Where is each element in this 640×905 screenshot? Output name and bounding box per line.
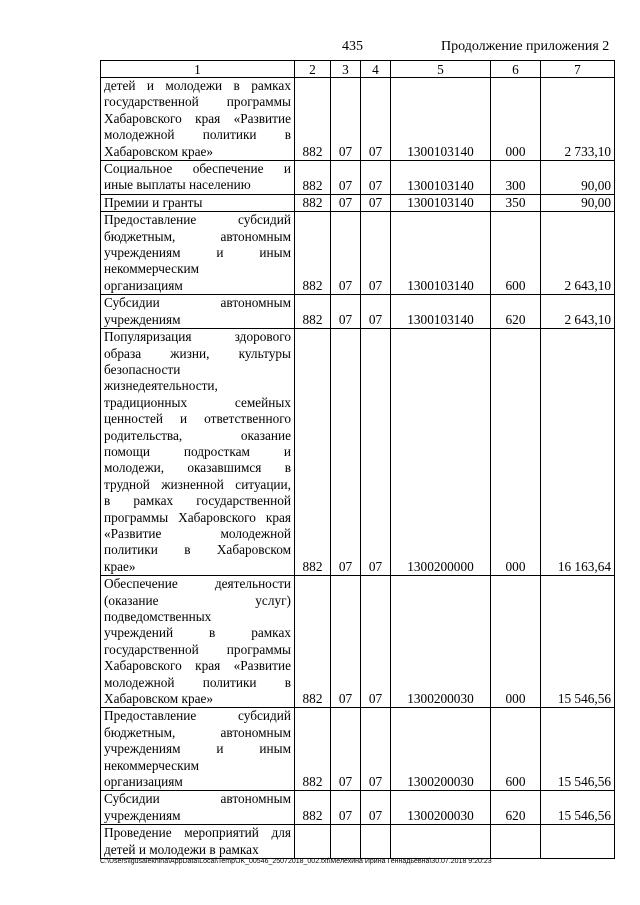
table-row xyxy=(101,161,615,195)
row-name-cell xyxy=(101,329,295,576)
name-line: Субсидии автономным xyxy=(104,791,291,807)
row-name-cell xyxy=(101,212,295,295)
section-cell: 07 xyxy=(331,295,361,329)
name-line: иные выплаты населению xyxy=(104,177,251,193)
section-cell: 07 xyxy=(331,329,361,576)
expense-type-cell: 620 xyxy=(491,791,541,825)
section-cell: 07 xyxy=(331,161,361,195)
table-row xyxy=(101,825,615,859)
target-article-cell: 1300103140 xyxy=(391,194,491,211)
grbs-cell: 882 xyxy=(295,576,331,708)
name-line: политики в Хабаровском xyxy=(104,542,291,558)
amount-cell: 15 546,56 xyxy=(541,708,615,791)
name-line: ценностей и ответственного xyxy=(104,411,291,427)
grbs-cell: 882 xyxy=(295,295,331,329)
subsection-cell: 07 xyxy=(361,78,391,161)
name-line: молодежной политики в xyxy=(104,127,291,143)
target-article-cell: 1300103140 xyxy=(391,212,491,295)
name-line: (оказание услуг) xyxy=(104,592,291,608)
name-line: Премии и гранты xyxy=(104,194,203,210)
amount-cell: 2 643,10 xyxy=(541,212,615,295)
page-number: 435 xyxy=(342,39,363,54)
subsection-cell: 07 xyxy=(361,161,391,195)
name-line: «Развитие молодежной xyxy=(104,525,291,541)
section-cell: 07 xyxy=(331,194,361,211)
expense-type-cell: 350 xyxy=(491,194,541,211)
name-line: некоммерческим xyxy=(104,261,200,277)
expense-type-cell: 600 xyxy=(491,212,541,295)
name-line: учреждениям xyxy=(104,807,181,823)
row-name-cell xyxy=(101,194,295,211)
subsection-cell: 07 xyxy=(361,708,391,791)
target-article-cell: 1300200030 xyxy=(391,708,491,791)
name-line: учреждениям xyxy=(104,311,181,327)
name-line: подведомственных xyxy=(104,609,212,624)
table-row xyxy=(101,329,615,576)
target-article-cell xyxy=(391,825,491,859)
name-line: Хабаровского края «Развитие xyxy=(104,110,291,126)
amount-cell: 15 546,56 xyxy=(541,576,615,708)
column-header: 7 xyxy=(541,61,615,78)
name-line: трудной жизненной ситуации, xyxy=(104,476,291,492)
name-line: Хабаровского края «Развитие xyxy=(104,658,291,674)
target-article-cell: 1300103140 xyxy=(391,295,491,329)
row-name-cell xyxy=(101,825,295,859)
amount-cell: 15 546,56 xyxy=(541,791,615,825)
column-header: 3 xyxy=(331,61,361,78)
section-cell: 07 xyxy=(331,78,361,161)
row-name-cell xyxy=(101,708,295,791)
name-line: организациям xyxy=(104,774,183,790)
subsection-cell: 07 xyxy=(361,194,391,211)
table-row xyxy=(101,791,615,825)
name-line: учреждениям и иным xyxy=(104,741,291,757)
name-line: Предоставление субсидий xyxy=(104,708,291,724)
name-line: программы Хабаровского края xyxy=(104,509,291,525)
name-line: детей и молодежи в рамках xyxy=(104,841,259,857)
name-line: детей и молодежи в рамках xyxy=(104,78,291,93)
column-header: 5 xyxy=(391,61,491,78)
amount-cell: 90,00 xyxy=(541,194,615,211)
grbs-cell xyxy=(295,825,331,859)
name-line: жизнедеятельности, xyxy=(104,378,218,394)
name-line: Хабаровском крае» xyxy=(104,143,214,159)
expense-type-cell: 620 xyxy=(491,295,541,329)
footer-path: C:\Users\igusalekhina\AppData\Local\Temp\JK_00546_25072018_002.txt\Мелехина Ирина Геннадьевна\30.07.2018 9:20:23 xyxy=(100,858,492,865)
name-line: государственной программы xyxy=(104,641,291,657)
name-line: учреждениям и иным xyxy=(104,245,291,261)
name-line: Хабаровском крае» xyxy=(104,691,214,707)
name-line: в рамках государственной xyxy=(104,493,291,509)
section-cell: 07 xyxy=(331,576,361,708)
subsection-cell: 07 xyxy=(361,576,391,708)
subsection-cell xyxy=(361,825,391,859)
subsection-cell: 07 xyxy=(361,212,391,295)
section-cell: 07 xyxy=(331,791,361,825)
name-line: организациям xyxy=(104,277,183,293)
subsection-cell: 07 xyxy=(361,295,391,329)
name-line: молодежной политики в xyxy=(104,674,291,690)
target-article-cell: 1300200030 xyxy=(391,791,491,825)
grbs-cell: 882 xyxy=(295,78,331,161)
expense-type-cell: 000 xyxy=(491,78,541,161)
grbs-cell: 882 xyxy=(295,194,331,211)
table-row xyxy=(101,708,615,791)
row-name-cell xyxy=(101,576,295,708)
name-line: Субсидии автономным xyxy=(104,295,291,311)
name-line: бюджетным, автономным xyxy=(104,724,291,740)
grbs-cell: 882 xyxy=(295,791,331,825)
table-row xyxy=(101,212,615,295)
row-name-cell xyxy=(101,295,295,329)
name-line: крае» xyxy=(104,558,136,574)
column-header: 6 xyxy=(491,61,541,78)
name-line: Предоставление субсидий xyxy=(104,212,291,228)
subsection-cell: 07 xyxy=(361,329,391,576)
continuation-note: Продолжение приложения 2 xyxy=(441,39,610,54)
grbs-cell: 882 xyxy=(295,212,331,295)
table-row xyxy=(101,295,615,329)
section-cell: 07 xyxy=(331,708,361,791)
table-row xyxy=(101,78,615,161)
grbs-cell: 882 xyxy=(295,708,331,791)
table-body xyxy=(101,78,615,859)
row-name-cell xyxy=(101,161,295,195)
name-line: бюджетным, автономным xyxy=(104,228,291,244)
name-line: безопасности xyxy=(104,361,181,377)
expense-type-cell: 600 xyxy=(491,708,541,791)
target-article-cell: 1300103140 xyxy=(391,161,491,195)
grbs-cell: 882 xyxy=(295,329,331,576)
column-header: 4 xyxy=(361,61,391,78)
name-line: традиционных семейных xyxy=(104,394,291,410)
expense-type-cell: 000 xyxy=(491,329,541,576)
table-row xyxy=(101,576,615,708)
budget-table xyxy=(100,60,615,859)
amount-cell: 16 163,64 xyxy=(541,329,615,576)
expense-type-cell: 300 xyxy=(491,161,541,195)
expense-type-cell: 000 xyxy=(491,576,541,708)
table-row xyxy=(101,194,615,211)
name-line: некоммерческим xyxy=(104,757,200,773)
name-line: Обеспечение деятельности xyxy=(104,576,291,592)
grbs-cell: 882 xyxy=(295,161,331,195)
name-line: учреждений в рамках xyxy=(104,625,291,641)
column-header: 2 xyxy=(295,61,331,78)
name-line: государственной программы xyxy=(104,94,291,110)
column-header: 1 xyxy=(101,61,295,78)
row-name-cell xyxy=(101,78,295,161)
target-article-cell: 1300200030 xyxy=(391,576,491,708)
row-name-cell xyxy=(101,791,295,825)
name-line: Проведение мероприятий для xyxy=(104,825,291,841)
name-line: Социальное обеспечение и xyxy=(104,161,291,177)
section-cell xyxy=(331,825,361,859)
name-line: молодежи, оказавшимся в xyxy=(104,460,291,476)
section-cell: 07 xyxy=(331,212,361,295)
amount-cell: 2 733,10 xyxy=(541,78,615,161)
expense-type-cell xyxy=(491,825,541,859)
name-line: образа жизни, культуры xyxy=(104,345,291,361)
target-article-cell: 1300103140 xyxy=(391,78,491,161)
name-line: родительства, оказание xyxy=(104,427,291,443)
subsection-cell: 07 xyxy=(361,791,391,825)
table-header-row xyxy=(101,61,615,78)
amount-cell: 2 643,10 xyxy=(541,295,615,329)
amount-cell: 90,00 xyxy=(541,161,615,195)
name-line: Популяризация здорового xyxy=(104,329,291,345)
amount-cell xyxy=(541,825,615,859)
target-article-cell: 1300200000 xyxy=(391,329,491,576)
name-line: помощи подросткам и xyxy=(104,443,291,459)
